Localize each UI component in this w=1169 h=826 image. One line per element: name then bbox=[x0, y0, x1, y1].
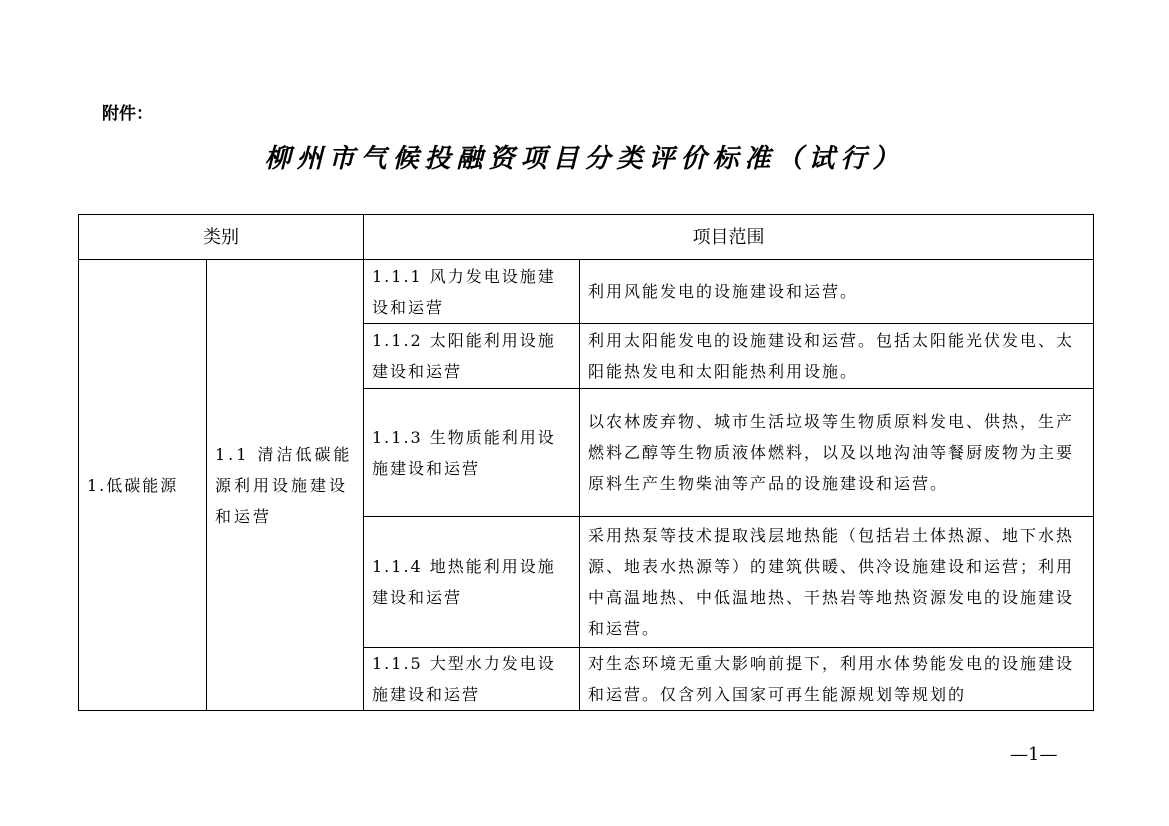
document-title: 柳州市气候投融资项目分类评价标准（试行） bbox=[264, 144, 905, 174]
item-description: 利用风能发电的设施建设和运营。 bbox=[580, 260, 1094, 324]
header-scope: 项目范围 bbox=[364, 215, 1094, 260]
item-name: 1.1.5 大型水力发电设施建设和运营 bbox=[364, 648, 580, 711]
item-name: 1.1.4 地热能利用设施建设和运营 bbox=[364, 517, 580, 648]
page-number: —1— bbox=[1010, 744, 1058, 765]
item-name: 1.1.1 风力发电设施建设和运营 bbox=[364, 260, 580, 324]
item-description: 采用热泵等技术提取浅层地热能（包括岩土体热源、地下水热源、地表水热源等）的建筑供暖、供冷设施建设和运营；利用中高温地热、中低温地热、干热岩等地热资源发电的设施建设和运营。 bbox=[580, 517, 1094, 648]
item-description: 以农林废弃物、城市生活垃圾等生物质原料发电、供热，生产燃料乙醇等生物质液体燃料，以及以地沟油等餐厨废物为主要原料生产生物柴油等产品的设施建设和运营。 bbox=[580, 389, 1094, 517]
item-description: 利用太阳能发电的设施建设和运营。包括太阳能光伏发电、太阳能热发电和太阳能热利用设施。 bbox=[580, 324, 1094, 389]
item-name: 1.1.3 生物质能利用设施建设和运营 bbox=[364, 389, 580, 517]
level1-category: 1.低碳能源 bbox=[79, 260, 207, 711]
annex-label: 附件： bbox=[102, 104, 153, 124]
table-row bbox=[79, 260, 1094, 324]
classification-table bbox=[78, 214, 1094, 711]
level2-category: 1.1 清洁低碳能源利用设施建设和运营 bbox=[207, 260, 364, 711]
item-name: 1.1.2 太阳能利用设施建设和运营 bbox=[364, 324, 580, 389]
header-category: 类别 bbox=[79, 215, 364, 260]
header-row bbox=[79, 215, 1094, 260]
item-description: 对生态环境无重大影响前提下，利用水体势能发电的设施建设和运营。仅含列入国家可再生能源规划等规划的 bbox=[580, 648, 1094, 711]
